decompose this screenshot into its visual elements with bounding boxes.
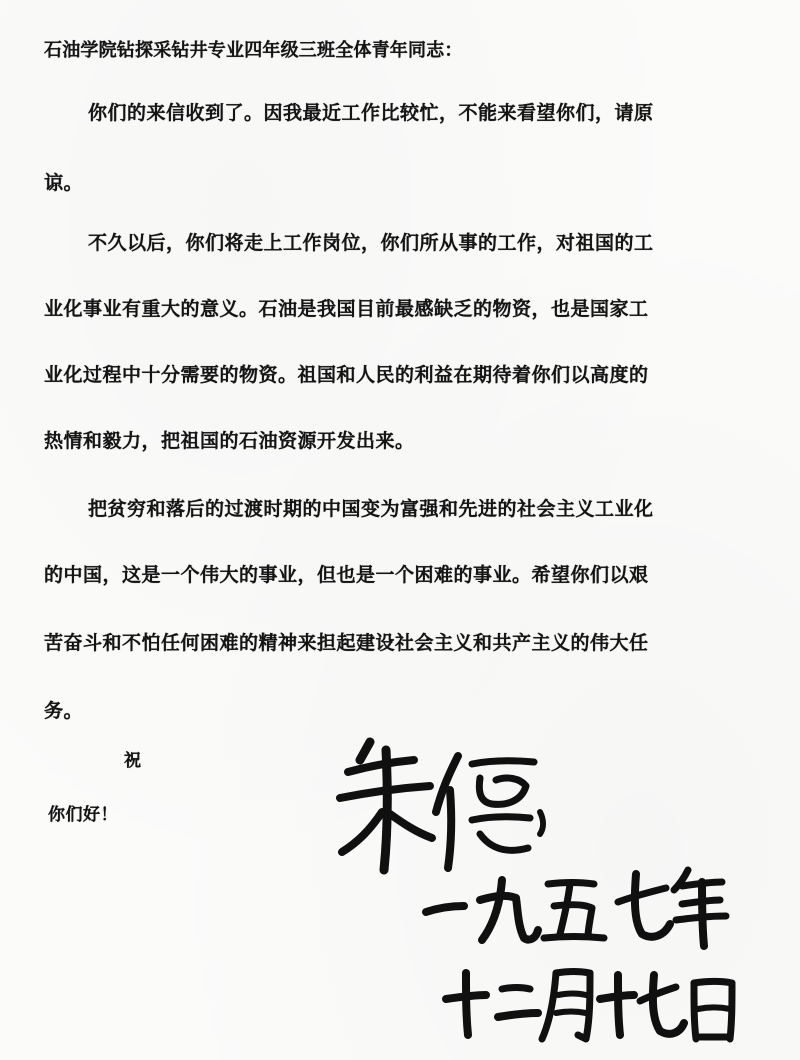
salutation: 石油学院钻探采钻井专业四年级三班全体青年同志：: [44, 40, 463, 61]
handwritten-date-year: [420, 860, 730, 950]
closing-zhu: 祝: [124, 751, 142, 771]
paragraph-3-line-4: 务。: [44, 700, 84, 722]
paragraph-2-line-2: 业化事业有重大的意义。石油是我国目前最感缺乏的物资，也是国家工: [44, 298, 649, 320]
paragraph-2-line-4: 热情和毅力，把祖国的石油资源开发出来。: [44, 430, 415, 452]
handwritten-date-month-day: [440, 955, 740, 1045]
handwritten-signature: [330, 720, 560, 880]
paragraph-1-line-1: 你们的来信收到了。因我最近工作比较忙，不能来看望你们，请原: [88, 102, 654, 124]
paragraph-1-line-2: 谅。: [44, 172, 84, 194]
paragraph-3-line-1: 把贫穷和落后的过渡时期的中国变为富强和先进的社会主义工业化: [88, 498, 654, 520]
paragraph-3-line-3: 苦奋斗和不怕任何困难的精神来担起建设社会主义和共产主义的伟大任: [44, 632, 649, 654]
closing-nimen-hao: 你们好！: [48, 805, 118, 825]
paragraph-2-line-3: 业化过程中十分需要的物资。祖国和人民的利益在期待着你们以高度的: [44, 364, 649, 386]
paragraph-2-line-1: 不久以后，你们将走上工作岗位，你们所从事的工作，对祖国的工: [88, 232, 654, 254]
paragraph-3-line-2: 的中国，这是一个伟大的事业，但也是一个困难的事业。希望你们以艰: [44, 564, 649, 586]
